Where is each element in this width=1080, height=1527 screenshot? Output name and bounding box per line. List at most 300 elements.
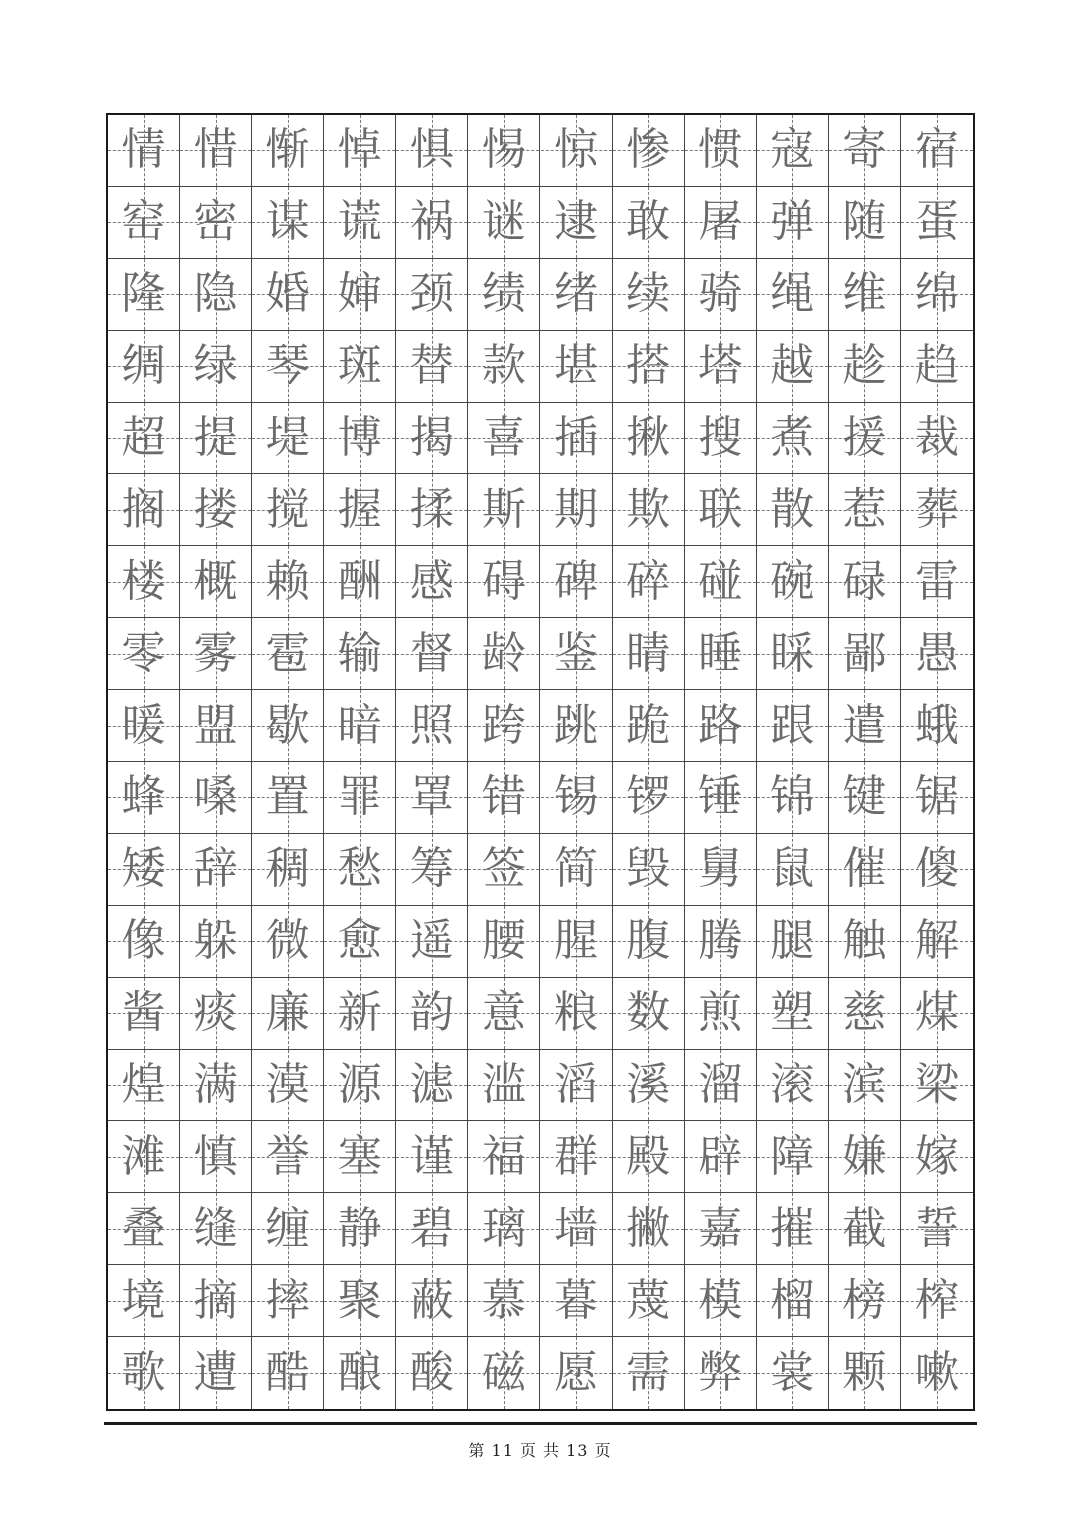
grid-cell: [613, 762, 685, 833]
grid-cell: [901, 403, 973, 474]
grid-cell: [468, 1050, 540, 1121]
grid-cell: [180, 546, 252, 617]
practice-character: 梁: [914, 1058, 959, 1110]
practice-character: 逮: [554, 196, 599, 248]
practice-character: 维: [842, 268, 887, 320]
grid-cell: [829, 1265, 901, 1336]
grid-cell: [541, 1050, 613, 1121]
practice-character: 慈: [842, 987, 887, 1039]
practice-character: 酱: [121, 987, 166, 1039]
grid-cell: [324, 1193, 396, 1264]
practice-character: 触: [842, 915, 887, 967]
grid-row: [108, 1050, 973, 1122]
grid-cell: [180, 762, 252, 833]
grid-cell: [829, 1121, 901, 1192]
practice-character: 慕: [481, 1274, 526, 1326]
practice-character: 新: [337, 987, 382, 1039]
practice-character: 颈: [409, 268, 454, 320]
practice-character: 惹: [842, 483, 887, 535]
practice-character: 谨: [409, 1130, 454, 1182]
grid-cell: [252, 259, 324, 330]
grid-cell: [396, 762, 468, 833]
grid-cell: [108, 259, 180, 330]
grid-cell: [108, 1050, 180, 1121]
practice-character: 散: [770, 483, 815, 535]
grid-row: [108, 762, 973, 834]
grid-cell: [685, 403, 757, 474]
practice-character: 蛋: [914, 196, 959, 248]
practice-character: 窑: [121, 196, 166, 248]
grid-cell: [324, 1337, 396, 1409]
practice-character: 福: [481, 1130, 526, 1182]
practice-character: 趋: [914, 340, 959, 392]
practice-character: 缠: [265, 1202, 310, 1254]
practice-character: 殿: [626, 1130, 671, 1182]
character-grid: [108, 115, 973, 1409]
practice-character: 酬: [337, 555, 382, 607]
grid-cell: [180, 1121, 252, 1192]
grid-cell: [252, 1193, 324, 1264]
practice-character: 廉: [265, 987, 310, 1039]
practice-character: 款: [481, 340, 526, 392]
practice-character: 锤: [698, 771, 743, 823]
practice-character: 遭: [193, 1347, 238, 1399]
grid-cell: [252, 834, 324, 905]
grid-cell: [541, 1265, 613, 1336]
practice-character: 辟: [698, 1130, 743, 1182]
practice-character: 歇: [265, 699, 310, 751]
grid-cell: [541, 259, 613, 330]
grid-cell: [685, 618, 757, 689]
practice-character: 雹: [265, 627, 310, 679]
practice-character: 屠: [698, 196, 743, 248]
practice-character: 誓: [914, 1202, 959, 1254]
grid-cell: [396, 690, 468, 761]
grid-cell: [613, 618, 685, 689]
grid-cell: [180, 115, 252, 186]
grid-cell: [180, 474, 252, 545]
grid-cell: [901, 474, 973, 545]
grid-cell: [180, 1050, 252, 1121]
practice-character: 腾: [698, 915, 743, 967]
practice-character: 葬: [914, 483, 959, 535]
grid-cell: [829, 762, 901, 833]
grid-cell: [613, 546, 685, 617]
grid-cell: [252, 618, 324, 689]
practice-character: 密: [193, 196, 238, 248]
practice-character: 裳: [770, 1347, 815, 1399]
grid-cell: [324, 187, 396, 258]
practice-character: 碗: [770, 555, 815, 607]
practice-character: 催: [842, 843, 887, 895]
practice-character: 置: [265, 771, 310, 823]
practice-character: 痰: [193, 987, 238, 1039]
practice-character: 遥: [409, 915, 454, 967]
practice-character: 截: [842, 1202, 887, 1254]
grid-cell: [180, 978, 252, 1049]
grid-cell: [324, 618, 396, 689]
practice-character: 意: [481, 987, 526, 1039]
grid-cell: [252, 546, 324, 617]
practice-character: 溜: [698, 1058, 743, 1110]
practice-character: 惕: [481, 124, 526, 176]
grid-cell: [324, 1265, 396, 1336]
practice-character: 续: [626, 268, 671, 320]
grid-cell: [757, 906, 829, 977]
practice-character: 联: [698, 483, 743, 535]
grid-cell: [108, 762, 180, 833]
practice-character: 惨: [626, 124, 671, 176]
grid-cell: [901, 546, 973, 617]
practice-character: 鉴: [554, 627, 599, 679]
grid-cell: [396, 906, 468, 977]
grid-cell: [396, 1265, 468, 1336]
grid-row: [108, 1193, 973, 1265]
practice-character: 琴: [265, 340, 310, 392]
practice-character: 愁: [337, 843, 382, 895]
practice-character: 璃: [481, 1202, 526, 1254]
practice-character: 榴: [770, 1274, 815, 1326]
grid-cell: [901, 906, 973, 977]
grid-cell: [396, 834, 468, 905]
practice-character: 绪: [554, 268, 599, 320]
grid-cell: [396, 474, 468, 545]
practice-character: 搭: [626, 340, 671, 392]
grid-cell: [685, 1337, 757, 1409]
practice-character: 谋: [265, 196, 310, 248]
grid-cell: [757, 1337, 829, 1409]
grid-cell: [829, 187, 901, 258]
grid-cell: [324, 1050, 396, 1121]
grid-cell: [829, 690, 901, 761]
grid-cell: [396, 115, 468, 186]
grid-cell: [829, 115, 901, 186]
grid-cell: [396, 1050, 468, 1121]
grid-cell: [541, 331, 613, 402]
grid-cell: [901, 1337, 973, 1409]
grid-cell: [901, 115, 973, 186]
practice-character: 稠: [265, 843, 310, 895]
practice-character: 滨: [842, 1058, 887, 1110]
grid-cell: [180, 1265, 252, 1336]
practice-character: 碍: [481, 555, 526, 607]
practice-character: 寇: [770, 124, 815, 176]
practice-character: 摧: [770, 1202, 815, 1254]
bottom-rule: [104, 1422, 977, 1425]
practice-character: 数: [626, 987, 671, 1039]
practice-character: 撇: [626, 1202, 671, 1254]
grid-cell: [757, 403, 829, 474]
grid-cell: [613, 1121, 685, 1192]
practice-character: 叠: [121, 1202, 166, 1254]
practice-character: 跪: [626, 699, 671, 751]
practice-character: 矮: [121, 843, 166, 895]
grid-cell: [541, 403, 613, 474]
practice-character: 悼: [337, 124, 382, 176]
practice-character: 蔑: [626, 1274, 671, 1326]
practice-character: 弹: [770, 196, 815, 248]
practice-character: 越: [770, 340, 815, 392]
grid-cell: [180, 403, 252, 474]
grid-cell: [901, 978, 973, 1049]
grid-cell: [468, 618, 540, 689]
practice-character: 期: [554, 483, 599, 535]
grid-cell: [252, 403, 324, 474]
practice-character: 感: [409, 555, 454, 607]
grid-cell: [685, 762, 757, 833]
practice-character: 键: [842, 771, 887, 823]
grid-cell: [829, 978, 901, 1049]
practice-character: 碌: [842, 555, 887, 607]
grid-cell: [468, 834, 540, 905]
practice-character: 绿: [193, 340, 238, 392]
practice-character: 暖: [121, 699, 166, 751]
grid-cell: [541, 690, 613, 761]
grid-cell: [685, 474, 757, 545]
grid-cell: [829, 834, 901, 905]
grid-cell: [108, 403, 180, 474]
grid-cell: [180, 690, 252, 761]
grid-cell: [252, 906, 324, 977]
page-footer: 第 11 页 共 13 页: [468, 1441, 612, 1460]
grid-cell: [468, 331, 540, 402]
practice-character: 墙: [554, 1202, 599, 1254]
grid-row: [108, 259, 973, 331]
practice-character: 摘: [193, 1274, 238, 1326]
practice-character: 毁: [626, 843, 671, 895]
grid-cell: [685, 834, 757, 905]
practice-character: 腿: [770, 915, 815, 967]
practice-character: 隐: [193, 268, 238, 320]
grid-cell: [757, 762, 829, 833]
grid-cell: [685, 115, 757, 186]
practice-character: 解: [914, 915, 959, 967]
practice-character: 零: [121, 627, 166, 679]
practice-character: 照: [409, 699, 454, 751]
practice-character: 颗: [842, 1347, 887, 1399]
grid-row: [108, 1121, 973, 1193]
practice-character: 情: [121, 124, 166, 176]
practice-character: 雾: [193, 627, 238, 679]
grid-cell: [757, 1193, 829, 1264]
practice-character: 筹: [409, 843, 454, 895]
grid-cell: [396, 259, 468, 330]
grid-cell: [829, 259, 901, 330]
grid-cell: [901, 259, 973, 330]
practice-character: 滥: [481, 1058, 526, 1110]
practice-sheet: [106, 113, 975, 1411]
practice-character: 隆: [121, 268, 166, 320]
grid-cell: [685, 187, 757, 258]
grid-cell: [180, 906, 252, 977]
practice-character: 罩: [409, 771, 454, 823]
practice-character: 楼: [121, 555, 166, 607]
practice-character: 超: [121, 411, 166, 463]
grid-cell: [541, 546, 613, 617]
grid-cell: [541, 762, 613, 833]
practice-character: 愚: [914, 627, 959, 679]
grid-cell: [468, 1193, 540, 1264]
grid-cell: [108, 474, 180, 545]
practice-character: 谎: [337, 196, 382, 248]
practice-character: 斑: [337, 340, 382, 392]
practice-character: 榜: [842, 1274, 887, 1326]
practice-character: 需: [626, 1347, 671, 1399]
grid-cell: [541, 834, 613, 905]
practice-character: 蛾: [914, 699, 959, 751]
grid-cell: [108, 1121, 180, 1192]
practice-character: 模: [698, 1274, 743, 1326]
practice-character: 揪: [626, 411, 671, 463]
grid-cell: [324, 978, 396, 1049]
grid-row: [108, 1265, 973, 1337]
grid-cell: [685, 1193, 757, 1264]
practice-character: 祸: [409, 196, 454, 248]
practice-character: 辞: [193, 843, 238, 895]
grid-cell: [324, 115, 396, 186]
grid-cell: [901, 1193, 973, 1264]
practice-character: 博: [337, 411, 382, 463]
grid-row: [108, 115, 973, 187]
practice-character: 罪: [337, 771, 382, 823]
grid-cell: [180, 618, 252, 689]
grid-cell: [468, 762, 540, 833]
grid-cell: [613, 187, 685, 258]
grid-cell: [108, 906, 180, 977]
grid-cell: [613, 1337, 685, 1409]
practice-character: 酸: [409, 1347, 454, 1399]
grid-cell: [541, 618, 613, 689]
grid-row: [108, 834, 973, 906]
grid-cell: [541, 115, 613, 186]
grid-cell: [108, 546, 180, 617]
grid-cell: [396, 403, 468, 474]
grid-cell: [757, 618, 829, 689]
practice-character: 寄: [842, 124, 887, 176]
grid-row: [108, 690, 973, 762]
practice-character: 锯: [914, 771, 959, 823]
grid-cell: [468, 690, 540, 761]
grid-cell: [324, 259, 396, 330]
practice-character: 跳: [554, 699, 599, 751]
grid-cell: [541, 978, 613, 1049]
practice-character: 酿: [337, 1347, 382, 1399]
grid-cell: [613, 403, 685, 474]
practice-character: 嗽: [914, 1347, 959, 1399]
grid-cell: [757, 331, 829, 402]
practice-character: 煌: [121, 1058, 166, 1110]
practice-character: 愈: [337, 915, 382, 967]
practice-character: 弊: [698, 1347, 743, 1399]
practice-character: 斯: [481, 483, 526, 535]
grid-cell: [252, 115, 324, 186]
grid-cell: [108, 115, 180, 186]
grid-cell: [613, 1193, 685, 1264]
grid-cell: [180, 1193, 252, 1264]
grid-row: [108, 1337, 973, 1409]
grid-cell: [685, 906, 757, 977]
practice-character: 遣: [842, 699, 887, 751]
grid-cell: [685, 1265, 757, 1336]
grid-cell: [324, 403, 396, 474]
grid-cell: [324, 331, 396, 402]
grid-cell: [541, 906, 613, 977]
grid-cell: [685, 331, 757, 402]
practice-character: 滔: [554, 1058, 599, 1110]
grid-cell: [757, 1265, 829, 1336]
practice-character: 塑: [770, 987, 815, 1039]
grid-cell: [396, 546, 468, 617]
grid-row: [108, 546, 973, 618]
grid-cell: [829, 1337, 901, 1409]
grid-cell: [468, 115, 540, 186]
grid-cell: [757, 978, 829, 1049]
practice-character: 嘉: [698, 1202, 743, 1254]
practice-character: 援: [842, 411, 887, 463]
practice-character: 睡: [698, 627, 743, 679]
practice-character: 提: [193, 411, 238, 463]
practice-character: 盟: [193, 699, 238, 751]
practice-character: 蜂: [121, 771, 166, 823]
grid-cell: [541, 474, 613, 545]
practice-character: 睬: [770, 627, 815, 679]
practice-character: 舅: [698, 843, 743, 895]
practice-character: 惧: [409, 124, 454, 176]
practice-character: 概: [193, 555, 238, 607]
grid-cell: [108, 834, 180, 905]
practice-character: 裁: [914, 411, 959, 463]
practice-character: 错: [481, 771, 526, 823]
grid-cell: [468, 474, 540, 545]
grid-cell: [613, 906, 685, 977]
grid-cell: [396, 1193, 468, 1264]
grid-cell: [396, 187, 468, 258]
practice-character: 微: [265, 915, 310, 967]
practice-character: 障: [770, 1130, 815, 1182]
practice-character: 锣: [626, 771, 671, 823]
grid-cell: [901, 834, 973, 905]
grid-cell: [468, 906, 540, 977]
practice-character: 腹: [626, 915, 671, 967]
grid-cell: [324, 834, 396, 905]
practice-character: 敢: [626, 196, 671, 248]
grid-row: [108, 403, 973, 475]
practice-character: 揭: [409, 411, 454, 463]
grid-cell: [180, 1337, 252, 1409]
practice-character: 愿: [554, 1347, 599, 1399]
practice-character: 蔽: [409, 1274, 454, 1326]
grid-cell: [685, 690, 757, 761]
grid-cell: [396, 1337, 468, 1409]
grid-cell: [252, 187, 324, 258]
practice-character: 像: [121, 915, 166, 967]
practice-character: 龄: [481, 627, 526, 679]
grid-cell: [829, 474, 901, 545]
practice-character: 塔: [698, 340, 743, 392]
practice-character: 骑: [698, 268, 743, 320]
practice-character: 堤: [265, 411, 310, 463]
practice-character: 搁: [121, 483, 166, 535]
grid-cell: [901, 690, 973, 761]
grid-cell: [324, 474, 396, 545]
grid-cell: [396, 618, 468, 689]
practice-character: 喜: [481, 411, 526, 463]
practice-character: 歌: [121, 1347, 166, 1399]
practice-character: 替: [409, 340, 454, 392]
practice-character: 宿: [914, 124, 959, 176]
practice-character: 绵: [914, 268, 959, 320]
grid-cell: [757, 1050, 829, 1121]
